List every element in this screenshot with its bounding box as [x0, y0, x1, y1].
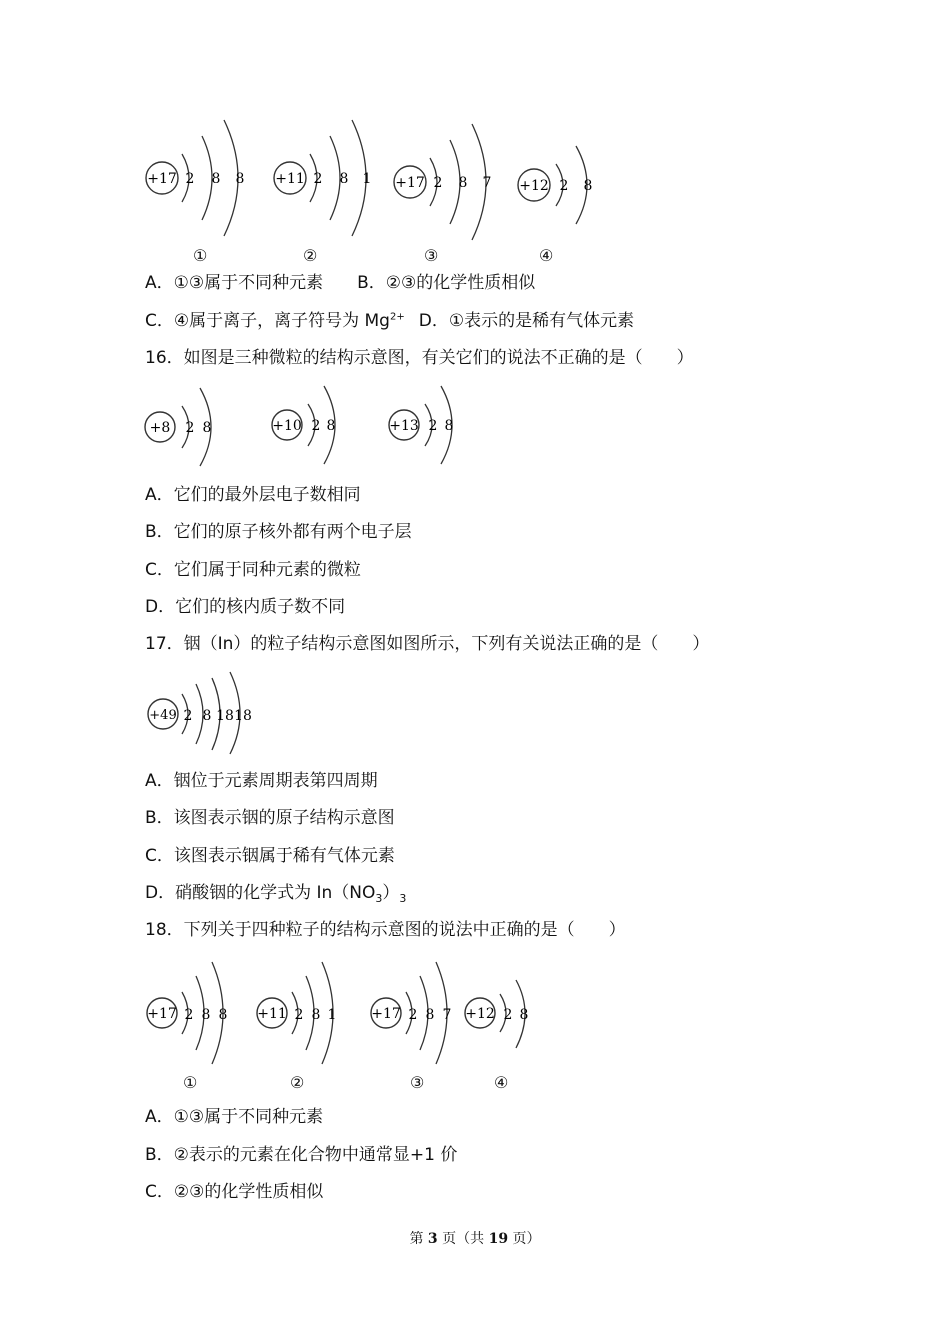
electron-count: 1 — [327, 1007, 337, 1023]
q15-option-b: B．②③的化学性质相似 — [357, 273, 536, 293]
nucleus-charge: +17 — [147, 1006, 177, 1022]
electron-count: 8 — [202, 420, 212, 436]
electron-count: 8 — [201, 1007, 211, 1023]
diagram-label: ③ — [424, 246, 439, 265]
diagram-label: ① — [183, 1073, 198, 1092]
atom-structure-diagram — [252, 958, 352, 1068]
electron-count: 8 — [425, 1007, 435, 1023]
q18-stem: 18．下列关于四种粒子的结构示意图的说法中正确的是（ ） — [145, 920, 626, 940]
atom-structure-diagram — [140, 384, 225, 470]
page-footer: 第 3 页（共 19 页） — [409, 1231, 541, 1247]
diagram-label: ② — [290, 1073, 305, 1092]
electron-count: 8 — [311, 1007, 321, 1023]
atom-structure-diagram — [266, 382, 351, 468]
nucleus-charge: +10 — [272, 418, 302, 434]
diagram-label: ① — [193, 246, 208, 265]
q16-stem: 16．如图是三种微粒的结构示意图，有关它们的说法不正确的是（ ） — [145, 348, 694, 368]
electron-count: 2 — [184, 1007, 194, 1023]
page-total: 19 — [488, 1231, 509, 1247]
nucleus-charge: +13 — [389, 418, 419, 434]
atom-structure-diagram — [512, 140, 602, 230]
electron-count: 2 — [559, 178, 569, 194]
q18-diagram-3 — [366, 958, 466, 1068]
atom-structure-diagram — [142, 670, 257, 756]
electron-count: 8 — [202, 708, 212, 724]
atom-structure-diagram — [383, 382, 468, 468]
nucleus-charge: +12 — [519, 178, 549, 194]
electron-count: 2 — [183, 708, 193, 724]
nucleus-charge: +11 — [257, 1006, 287, 1022]
electron-count: 8 — [326, 418, 336, 434]
q17-stem: 17．铟（In）的粒子结构示意图如图所示，下列有关说法正确的是（ ） — [145, 634, 710, 654]
atom-structure-diagram — [142, 958, 242, 1068]
q16-option-d: D．它们的核内质子数不同 — [145, 597, 346, 617]
q17-option-d: D．硝酸铟的化学式为 $In(NO_3)_3$ — [145, 883, 407, 905]
nucleus-charge: +17 — [147, 171, 177, 187]
q15-diagram-2 — [266, 118, 381, 238]
diagram-label: ③ — [410, 1073, 425, 1092]
electron-count: 2 — [433, 175, 443, 191]
q18-option-c: C．②③的化学性质相似 — [145, 1182, 324, 1202]
diagram-label: ④ — [494, 1073, 509, 1092]
electron-count: 2 — [185, 171, 195, 187]
diagram-label: ④ — [539, 246, 554, 265]
q15-diagram-3 — [388, 122, 503, 242]
q15-option-d: D．①表示的是稀有气体元素 — [418, 311, 635, 331]
electron-count: 18 — [234, 708, 252, 724]
q16-diagram-1 — [140, 384, 225, 470]
q15-option-row-1 — [145, 272, 535, 294]
electron-count: 2 — [185, 420, 195, 436]
atom-structure-diagram — [460, 976, 540, 1056]
q15-option-row-2 — [145, 310, 634, 332]
q18-diagram-1 — [142, 958, 242, 1068]
nucleus-charge: +8 — [149, 420, 171, 436]
q15-option-c: C．④属于离子，离子符号为 $Mg^{2+}$ — [145, 311, 405, 331]
q17-option-a: A．铟位于元素周期表第四周期 — [145, 771, 378, 791]
page-number: 3 — [427, 1231, 438, 1247]
nucleus-charge: +11 — [275, 171, 305, 187]
q16-diagram-3 — [383, 382, 468, 468]
electron-count: 1 — [362, 171, 372, 187]
nucleus-charge: +49 — [149, 708, 177, 723]
electron-count: 2 — [408, 1007, 418, 1023]
electron-count: 7 — [442, 1007, 452, 1023]
q15-diagram-1 — [140, 118, 255, 238]
nucleus-charge: +17 — [395, 175, 425, 191]
electron-count: 8 — [458, 175, 468, 191]
q16-option-b: B．它们的原子核外都有两个电子层 — [145, 522, 412, 542]
q18-diagram-2 — [252, 958, 352, 1068]
q17-diagram — [142, 670, 257, 756]
electron-count: 2 — [294, 1007, 304, 1023]
electron-count: 8 — [235, 171, 245, 187]
nucleus-charge: +12 — [465, 1006, 495, 1022]
atom-structure-diagram — [140, 118, 255, 238]
electron-count: 2 — [428, 418, 438, 434]
q18-diagram-4 — [460, 976, 540, 1056]
atom-structure-diagram — [388, 122, 503, 242]
atom-structure-diagram — [366, 958, 466, 1068]
q16-option-c: C．它们属于同种元素的微粒 — [145, 560, 361, 580]
q18-option-b: B．②表示的元素在化合物中通常显+1 价 — [145, 1145, 458, 1165]
q16-diagram-2 — [266, 382, 351, 468]
electron-count: 8 — [519, 1007, 529, 1023]
electron-count: 8 — [339, 171, 349, 187]
electron-count: 8 — [211, 171, 221, 187]
electron-count: 2 — [311, 418, 321, 434]
atom-structure-diagram — [266, 118, 381, 238]
electron-count: 7 — [482, 175, 492, 191]
q16-option-a: A．它们的最外层电子数相同 — [145, 485, 361, 505]
q15-diagram-4 — [512, 140, 602, 230]
electron-count: 8 — [583, 178, 593, 194]
electron-count: 2 — [313, 171, 323, 187]
diagram-label: ② — [303, 246, 318, 265]
q17-option-c: C．该图表示铟属于稀有气体元素 — [145, 846, 395, 866]
electron-count: 8 — [218, 1007, 228, 1023]
q18-option-a: A．①③属于不同种元素 — [145, 1107, 324, 1127]
nucleus-charge: +17 — [371, 1006, 401, 1022]
electron-count: 18 — [216, 708, 234, 724]
q15-option-a: A．①③属于不同种元素 — [145, 273, 324, 293]
q17-option-b: B．该图表示铟的原子结构示意图 — [145, 808, 395, 828]
electron-count: 8 — [444, 418, 454, 434]
electron-count: 2 — [503, 1007, 513, 1023]
